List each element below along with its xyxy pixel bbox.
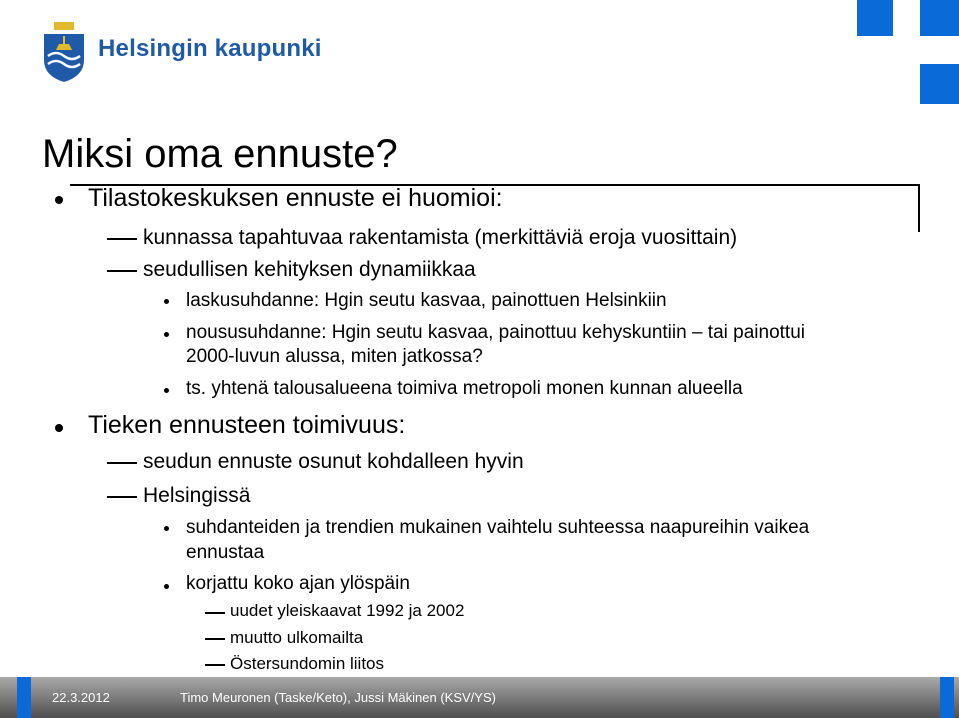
list-item: 2000-luvun alussa, miten jatkossa?	[186, 346, 483, 367]
footer-authors: Timo Meuronen (Taske/Keto), Jussi Mäkinen (KSV/YS)	[180, 690, 496, 705]
footer-accent	[17, 677, 31, 718]
decor-square-3	[920, 64, 959, 104]
dash-icon	[107, 238, 137, 240]
list-item: muutto ulkomailta	[230, 628, 364, 647]
title-divider-end	[918, 184, 920, 232]
list-item: uudet yleiskaavat 1992 ja 2002	[230, 601, 465, 620]
brand-name: Helsingin kaupunki	[98, 35, 322, 62]
list-item: noususuhdanne: Hgin seutu kasvaa, painottuu kehyskuntiin – tai painottui	[186, 322, 805, 343]
list-item: Helsingissä	[143, 484, 251, 507]
list-item: suhdanteiden ja trendien mukainen vaihtelu suhteessa naapureihin vaikea	[186, 517, 810, 538]
footer-bar	[0, 677, 959, 718]
dash-icon	[107, 270, 137, 272]
bullet-icon	[55, 196, 63, 204]
bullet-icon	[164, 526, 169, 531]
list-item: Tilastokeskuksen ennuste ei huomioi:	[88, 184, 503, 212]
list-item: Tieken ennusteen toimivuus:	[88, 411, 406, 439]
list-item: korjattu koko ajan ylöspäin	[186, 573, 410, 594]
decor-square-2	[920, 0, 959, 36]
dash-icon	[205, 638, 225, 640]
page-title: Miksi oma ennuste?	[42, 132, 398, 176]
bullet-icon	[164, 299, 169, 304]
dash-icon	[107, 496, 137, 498]
list-item: kunnassa tapahtuvaa rakentamista (merkittäviä eroja vuosittain)	[143, 226, 738, 249]
list-item: ennustaa	[186, 542, 265, 563]
list-item: laskusuhdanne: Hgin seutu kasvaa, painottuen Helsinkiin	[186, 290, 667, 311]
bullet-icon	[164, 388, 169, 393]
helsinki-crest-icon	[40, 20, 88, 84]
dash-icon	[205, 664, 225, 666]
dash-icon	[107, 462, 137, 464]
list-item: Östersundomin liitos	[230, 654, 385, 673]
footer-date: 22.3.2012	[52, 690, 110, 705]
bullet-icon	[164, 332, 169, 337]
decor-square-1	[857, 0, 893, 36]
bullet-icon	[55, 424, 63, 432]
list-item: ts. yhtenä talousalueena toimiva metropoli monen kunnan alueella	[186, 378, 743, 399]
city-logo	[40, 20, 322, 86]
list-item: seudullisen kehityksen dynamiikkaa	[143, 258, 476, 281]
dash-icon	[205, 612, 225, 614]
list-item: seudun ennuste osunut kohdalleen hyvin	[143, 450, 524, 473]
footer-accent	[940, 677, 954, 718]
bullet-icon	[164, 584, 169, 589]
